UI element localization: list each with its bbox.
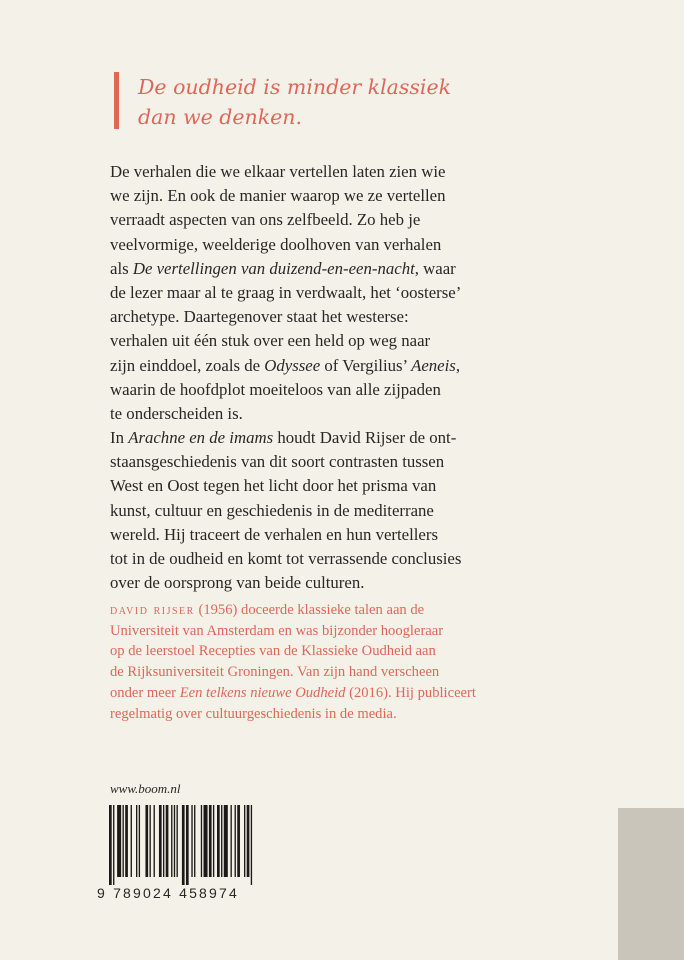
barcode-bar <box>117 805 121 877</box>
barcode-bar <box>209 805 212 877</box>
barcode-bar <box>145 805 148 877</box>
text-line: zijn einddoel, zoals de Odyssee of Vergilius’ Aeneis, <box>110 355 461 375</box>
text-line: waarin de hoofdplot moeiteloos van alle zijpaden <box>110 379 441 399</box>
text-line: kunst, cultuur en geschiedenis in de mediterrane <box>110 500 434 520</box>
pull-quote-line: dan we denken. <box>138 105 302 129</box>
author-bio <box>110 600 550 724</box>
book-title: Een telkens nieuwe Oudheid <box>179 684 346 701</box>
barcode-bar <box>201 805 202 877</box>
text-line: De verhalen die we elkaar vertellen laten zien wie <box>110 162 446 181</box>
text-line: tot in de oudheid en komt tot verrassende conclusies <box>110 549 462 569</box>
barcode-bars <box>95 805 265 885</box>
text-line: verhalen uit één stuk over een held op weg naar <box>110 331 431 351</box>
text-line: wereld. Hij traceert de verhalen en hun vertellers <box>110 524 439 544</box>
barcode-bar <box>237 805 240 877</box>
text-line: West en Oost tegen het licht door het prisma van <box>110 476 437 496</box>
barcode-bar <box>139 805 140 877</box>
barcode-bar <box>154 805 155 877</box>
quote-accent-bar <box>114 72 119 129</box>
barcode-bar <box>136 805 137 877</box>
barcode-bar <box>217 805 220 877</box>
barcode-bar <box>171 805 172 877</box>
barcode-bar <box>177 805 178 877</box>
text-line: staansgeschiedenis van dit soort contrasten tussen <box>110 452 445 472</box>
book-title: Arachne en de imams <box>128 428 274 447</box>
barcode-bar <box>163 805 164 877</box>
text-line: verraadt aspecten van ons zelfbeeld. Zo heb je <box>110 210 421 230</box>
text-line: te onderscheiden is. <box>110 404 243 424</box>
publisher-url: www.boom.nl <box>110 781 181 796</box>
barcode-bar <box>204 805 208 877</box>
text-line: In Arachne en de imams houdt David Rijser de ont- <box>110 428 457 447</box>
pull-quote <box>138 72 558 132</box>
bio-line: david rijser (1956) doceerde klassieke talen aan de <box>110 602 425 618</box>
text-line: veelvormige, weelderige doolhoven van verhalen <box>110 234 442 254</box>
barcode-bar <box>159 805 162 877</box>
barcode-bar <box>150 805 151 877</box>
barcode-bar <box>224 805 228 877</box>
book-title: Odyssee <box>264 355 321 375</box>
barcode-bar <box>191 805 192 877</box>
text-line: archetype. Daartegenover staat het westerse: <box>110 307 409 327</box>
barcode-bar <box>247 805 250 877</box>
bio-line: regelmatig over cultuurgeschiedenis in de media. <box>110 705 397 722</box>
barcode-bar <box>125 805 128 877</box>
barcode-bar <box>244 805 245 877</box>
barcode-bar <box>182 805 185 885</box>
isbn-number: 9 789024 458974 <box>97 885 239 901</box>
description-paragraph-1 <box>110 160 550 426</box>
text-line: als De vertellingen van duizend-en-een-nacht, waar <box>110 258 456 278</box>
barcode-bar <box>123 805 124 877</box>
barcode-bar <box>221 805 222 877</box>
bio-line: de Rijksuniversiteit Groningen. Van zijn hand verscheen <box>110 664 440 681</box>
text-line: we zijn. En ook de manier waarop we ze vertellen <box>110 186 446 206</box>
bio-line: op de leerstoel Recepties van de Klassieke Oudheid aan <box>110 643 436 660</box>
pull-quote-line: De oudheid is minder klassiek <box>138 75 451 99</box>
barcode-bar <box>213 805 214 877</box>
barcode-bar <box>174 805 175 877</box>
text-line: de lezer maar al te graag in verdwaalt, het ‘oosterse’ <box>110 283 462 303</box>
barcode-bar <box>186 805 189 885</box>
bio-line: onder meer Een telkens nieuwe Oudheid (2016). Hij publiceert <box>110 684 476 701</box>
author-name: david rijser <box>110 602 195 618</box>
cover-grey-block <box>618 808 684 960</box>
book-title: De vertellingen van duizend-en-een-nacht <box>132 258 415 278</box>
barcode-bar <box>251 805 252 885</box>
barcode-bar <box>131 805 132 877</box>
bio-line: Universiteit van Amsterdam en was bijzonder hoogleraar <box>110 622 444 639</box>
description-paragraph-2 <box>110 426 550 595</box>
barcode-bar <box>113 805 114 885</box>
text-line: over de oorsprong van beide culturen. <box>110 573 365 593</box>
barcode-bar <box>194 805 195 877</box>
barcode-bar <box>109 805 112 885</box>
book-title: Aeneis <box>411 355 456 375</box>
barcode-bar <box>235 805 236 877</box>
barcode-bar <box>231 805 232 877</box>
barcode-bar <box>166 805 169 877</box>
